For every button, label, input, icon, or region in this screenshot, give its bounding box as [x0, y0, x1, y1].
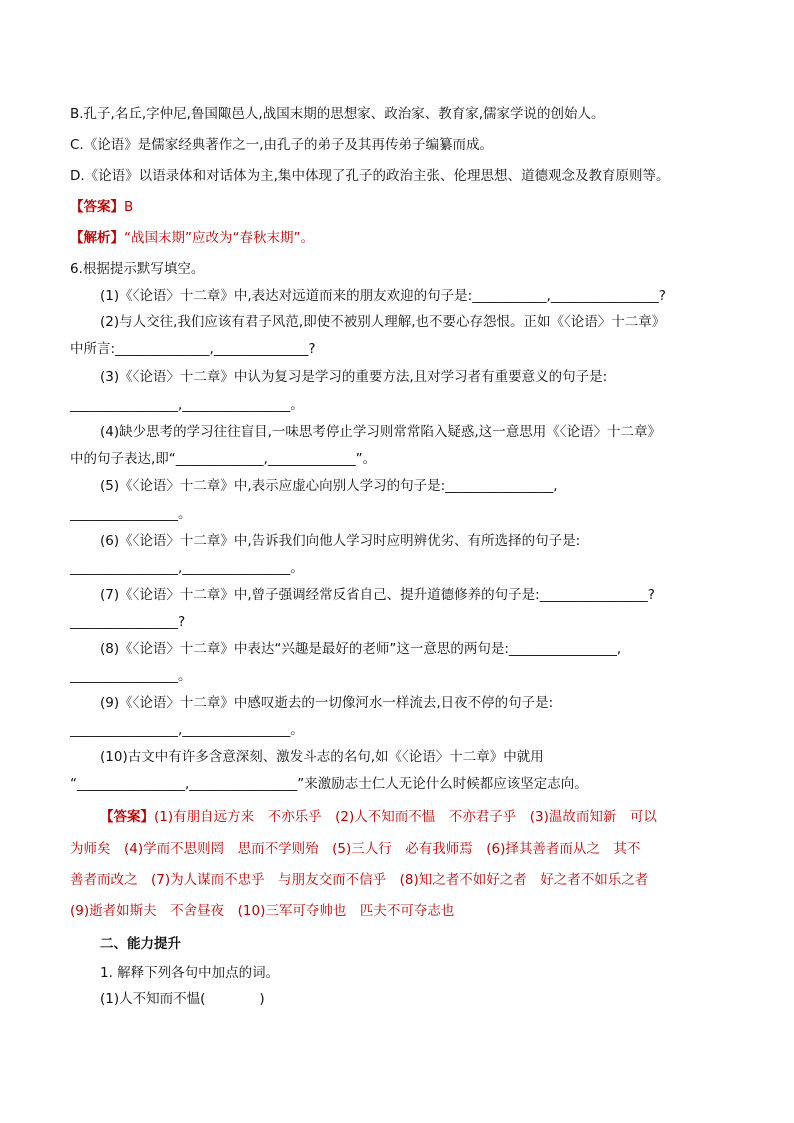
section-2-title: 二、能力提升: [100, 936, 181, 952]
analysis-tag: 【解析】: [70, 230, 124, 246]
answer-value: B: [124, 199, 134, 215]
answer-1: [70, 198, 133, 216]
q6-line-2: (2)与人交往,我们应该有君子风范,即使不被别人理解,也不要心存怨恨。正如《〈论语〉十二章》: [100, 314, 666, 330]
answer-2-tag: 【答案】: [100, 809, 154, 825]
section-2-question-1-1: (1)人不知而不愠( ): [100, 991, 265, 1007]
answer-tag: 【答案】: [70, 199, 124, 215]
option-d: D.《论语》以语录体和对话体为主,集中体现了孔子的政治主张、伦理思想、道德观念及教育原则等。: [70, 168, 670, 184]
q6-line-15: ________________。: [70, 668, 192, 684]
q6-line-1: (1)《〈论语〉十二章》中,表达对远道而来的朋友欢迎的句子是:___________,________________?: [100, 288, 666, 304]
answer-2-line-4: (9)逝者如斯夫 不舍昼夜 (10)三军可夺帅也 匹夫不可夺志也: [70, 903, 455, 919]
q6-line-9: ________________。: [70, 506, 192, 522]
answer-2-line-2: 为师矣 (4)学而不思则罔 思而不学则殆 (5)三人行 必有我师焉 (6)择其善者而从之 其不: [70, 841, 641, 857]
q6-line-16: (9)《〈论语〉十二章》中感叹逝去的一切像河水一样流去,日夜不停的句子是:: [100, 695, 554, 711]
q6-line-8: (5)《〈论语〉十二章》中,表示应虚心向别人学习的句子是:________________,: [100, 478, 558, 494]
option-b: B.孔子,名丘,字仲尼,鲁国陬邑人,战国末期的思想家、政治家、教育家,儒家学说的创始人。: [70, 106, 605, 122]
option-c: C.《论语》是儒家经典著作之一,由孔子的弟子及其再传弟子编纂而成。: [70, 137, 494, 153]
q6-line-4: (3)《〈论语〉十二章》中认为复习是学习的重要方法,且对学习者有重要意义的句子是:: [100, 369, 608, 385]
question-6-title: 6.根据提示默写填空。: [70, 261, 205, 277]
q6-line-14: (8)《〈论语〉十二章》中表达“兴趣是最好的老师”这一意思的两句是:________________,: [100, 641, 622, 657]
analysis-1: [70, 229, 314, 247]
q6-line-3: 中所言:______________,______________?: [70, 341, 316, 357]
q6-line-7: 中的句子表达,即“_____________,_____________”。: [70, 451, 377, 467]
q6-line-12: (7)《〈论语〉十二章》中,曾子强调经常反省自己、提升道德修养的句子是:________________?: [100, 587, 655, 603]
q6-line-5: ________________,________________。: [70, 397, 304, 413]
answer-2-line-1: (1)有朋自远方来 不亦乐乎 (2)人不知而不愠 不亦君子乎 (3)温故而知新 可以: [154, 809, 657, 825]
q6-line-13: ________________?: [70, 614, 186, 630]
section-2-question-1: 1. 解释下列各句中加点的词。: [100, 965, 280, 981]
q6-line-18: (10)古文中有许多含意深刻、激发斗志的名句,如《〈论语〉十二章》中就用: [100, 749, 544, 765]
answer-2-line-3: 善者而改之 (7)为人谋而不忠乎 与朋友交而不信乎 (8)知之者不如好之者 好之者不如乐之者: [70, 872, 649, 888]
q6-line-11: ________________,________________。: [70, 560, 304, 576]
q6-line-19: “________________,________________”来激励志士仁人无论什么时候都应该坚定志向。: [70, 776, 588, 792]
analysis-text: “战国末期”应改为“春秋末期”。: [124, 230, 314, 246]
q6-line-17: ________________,________________。: [70, 722, 304, 738]
answer-2: [100, 808, 657, 826]
q6-line-10: (6)《〈论语〉十二章》中,告诉我们向他人学习时应明辨优劣、有所选择的句子是:: [100, 533, 581, 549]
q6-line-6: (4)缺少思考的学习往往盲目,一味思考停止学习则常常陷入疑惑,这一意思用《〈论语〉十二章》: [100, 424, 661, 440]
